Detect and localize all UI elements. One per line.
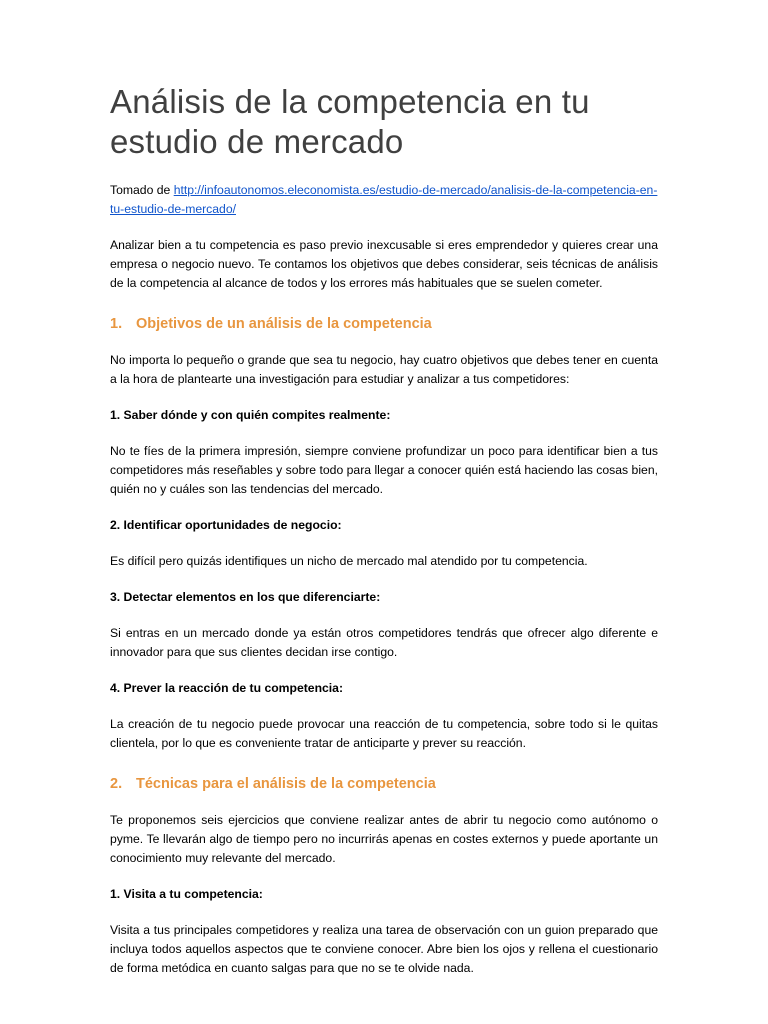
technique-1-title: 1. Visita a tu competencia:	[110, 887, 263, 901]
intro-paragraph: Analizar bien a tu competencia es paso previo inexcusable si eres emprendedor y quieres crear una empresa o negocio nuevo. Te contamos los objetivos que debes considerar, seis técnicas de análisis de la competencia al alcance de todos y los errores más habituales que se suelen cometer.	[110, 238, 658, 290]
section-2-title: Técnicas para el análisis de la competencia	[136, 776, 436, 792]
page-title: Análisis de la competencia en tu estudio de mercado	[110, 83, 590, 160]
objective-3-title: 3. Detectar elementos en los que diferenciarte:	[110, 590, 381, 604]
section-1-heading	[110, 314, 658, 334]
section-2-heading	[110, 774, 658, 794]
objective-4-title: 4. Prever la reacción de tu competencia:	[110, 681, 344, 695]
source-prefix: Tomado de	[110, 183, 174, 197]
section-1-title: Objetivos de un análisis de la competencia	[136, 316, 432, 332]
technique-1-text: Visita a tus principales competidores y realiza una tarea de observación con un guion preparado que incluya todos aquellos aspectos que te conviene conocer. Abre bien los ojos y rellena el cuestionario de forma metódica en cuanto salgas para que no se te olvide nada.	[110, 923, 658, 975]
objective-4-text: La creación de tu negocio puede provocar una reacción de tu competencia, sobre todo si le quitas clientela, por lo que es conveniente tratar de anticiparte y prever su reacción.	[110, 717, 658, 750]
source-line	[110, 181, 658, 219]
objective-2-title: 2. Identificar oportunidades de negocio:	[110, 518, 342, 532]
source-link[interactable]: http://infoautonomos.eleconomista.es/estudio-de-mercado/analisis-de-la-competencia-en-tu-estudio-de-mercado/	[110, 183, 658, 216]
section-2-intro: Te proponemos seis ejercicios que conviene realizar antes de abrir tu negocio como autónomo o pyme. Te llevarán algo de tiempo pero no incurrirás apenas en costes externos y puede aportante un conocimiento muy relevante del mercado.	[110, 813, 658, 865]
section-2-number: 2.	[110, 776, 123, 792]
section-1-intro: No importa lo pequeño o grande que sea tu negocio, hay cuatro objetivos que debes tener en cuenta a la hora de plantearte una investigación para estudiar y analizar a tus competidores:	[110, 353, 658, 386]
objective-1-text: No te fíes de la primera impresión, siempre conviene profundizar un poco para identificar bien a tus competidores más reseñables y sobre todo para llegar a conocer quién está haciendo las cosas bien, quién no y cuáles son las tendencias del mercado.	[110, 444, 658, 496]
objective-1-title: 1. Saber dónde y con quién compites realmente:	[110, 408, 391, 422]
objective-2-text: Es difícil pero quizás identifiques un nicho de mercado mal atendido por tu competencia.	[110, 554, 588, 568]
section-1-number: 1.	[110, 316, 123, 332]
objective-3-text: Si entras en un mercado donde ya están otros competidores tendrás que ofrecer algo diferente e innovador para que sus clientes decidan irse contigo.	[110, 626, 658, 659]
